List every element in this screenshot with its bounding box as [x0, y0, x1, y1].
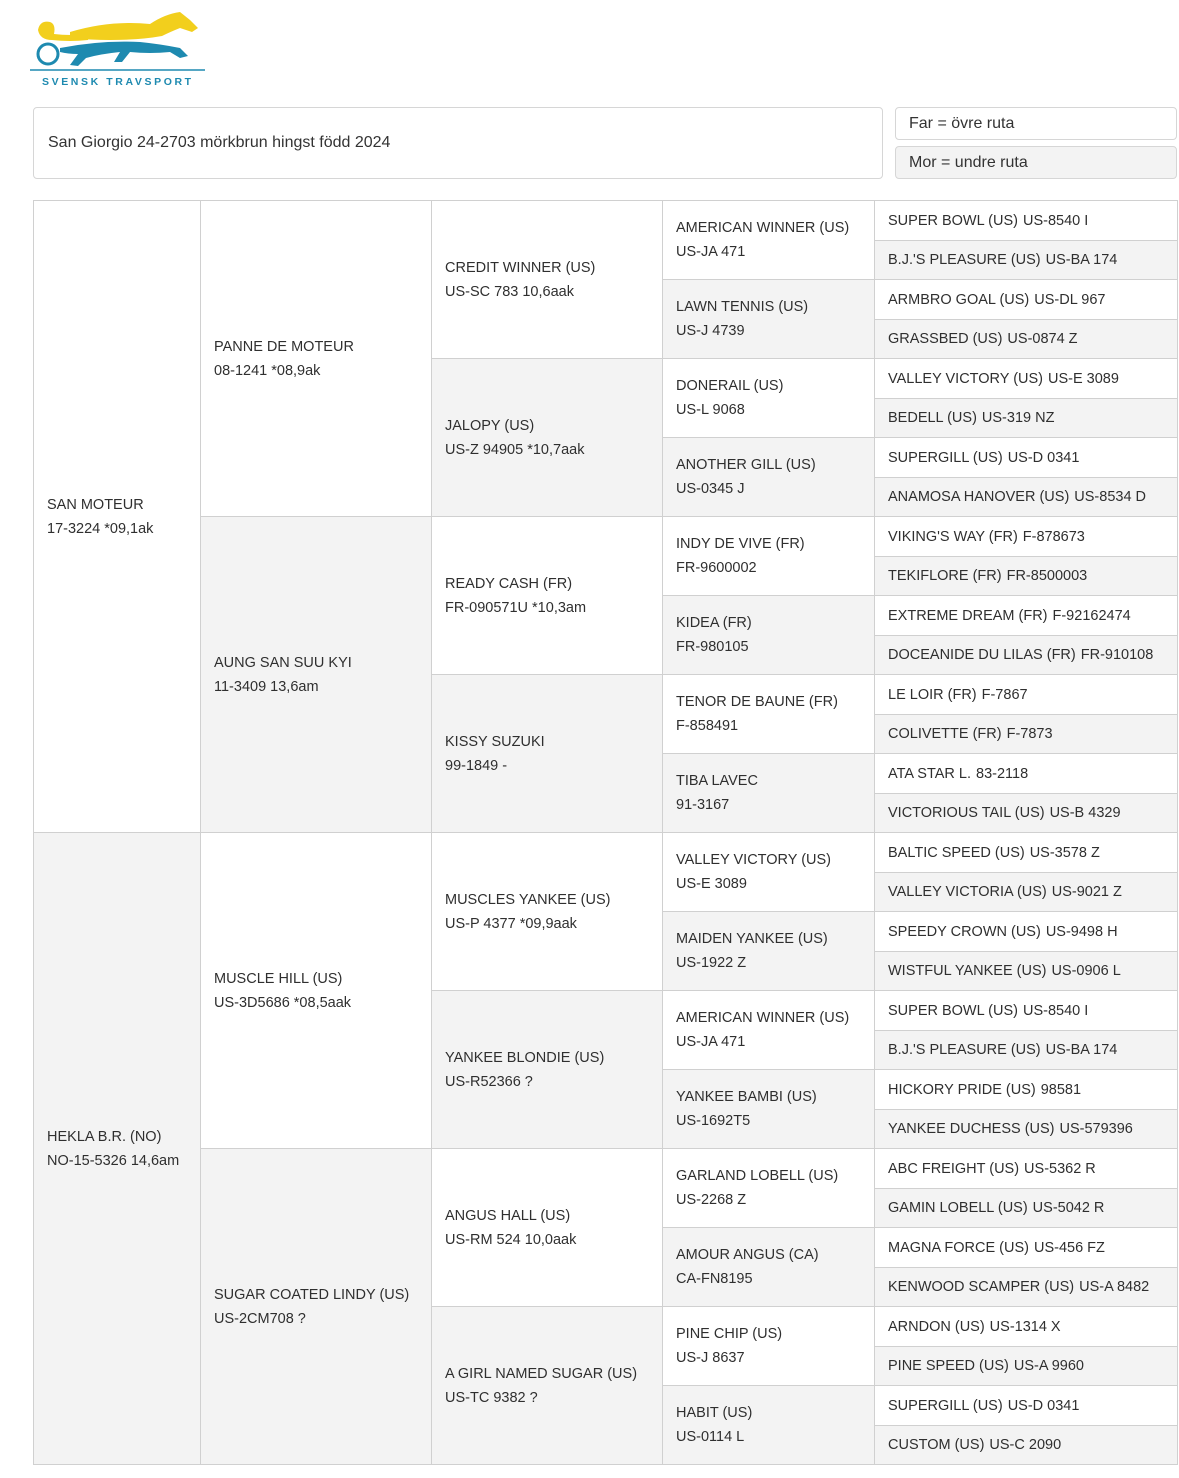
registration-number: 08-1241 *08,9ak — [214, 362, 321, 379]
registration-number: US-3D5686 *08,5aak — [214, 994, 352, 1011]
registration-number: US-BA 174 — [1045, 1042, 1118, 1058]
horse-name[interactable]: AMERICAN WINNER (US) — [676, 220, 850, 236]
horse-name[interactable]: MUSCLES YANKEE (US) — [445, 891, 611, 908]
horse-name[interactable]: ANAMOSA HANOVER (US) — [888, 489, 1070, 505]
registration-number: US-D 0341 — [1007, 449, 1080, 466]
registration-number: 17-3224 *09,1ak — [47, 520, 154, 537]
horse-name[interactable]: SUGAR COATED LINDY (US) — [214, 1286, 410, 1303]
horse-name[interactable]: CREDIT WINNER (US) — [445, 259, 596, 276]
pedigree-cell-gen1[interactable] — [33, 200, 201, 833]
horse-name[interactable]: KENWOOD SCAMPER (US) — [888, 1279, 1075, 1295]
horse-name[interactable]: ARMBRO GOAL (US) — [888, 291, 1030, 308]
registration-number: US-Z 94905 *10,7aak — [445, 441, 585, 458]
horse-name[interactable]: SUPERGILL (US) — [888, 1397, 1003, 1414]
horse-name[interactable]: SUPER BOWL (US) — [888, 212, 1018, 229]
registration-number: US-A 9960 — [1013, 1358, 1084, 1374]
pedigree-cell-gen5[interactable] — [874, 951, 1178, 991]
pedigree-cell-gen3[interactable] — [431, 358, 663, 517]
horse-name[interactable]: VALLEY VICTORY (US) — [676, 852, 831, 868]
registration-number: US-579396 — [1059, 1121, 1133, 1137]
horse-name[interactable]: AUNG SAN SUU KYI — [214, 654, 352, 671]
pedigree-cell-gen5[interactable] — [874, 793, 1178, 833]
pedigree-cell-gen4[interactable] — [662, 1385, 875, 1465]
pedigree-cell-gen5[interactable] — [874, 437, 1178, 478]
horse-name[interactable]: GARLAND LOBELL (US) — [676, 1168, 839, 1184]
pedigree-cell-gen5[interactable] — [874, 911, 1178, 952]
horse-name[interactable]: TIBA LAVEC — [676, 773, 758, 789]
horse-name[interactable]: MAGNA FORCE (US) — [888, 1239, 1029, 1256]
registration-number: US-8534 D — [1074, 489, 1147, 505]
horse-name[interactable]: VALLEY VICTORY (US) — [888, 370, 1043, 387]
horse-name[interactable]: HEKLA B.R. (NO) — [47, 1128, 162, 1145]
horse-name[interactable]: LE LOIR (FR) — [888, 686, 977, 703]
horse-name[interactable]: YANKEE DUCHESS (US) — [888, 1121, 1055, 1137]
horse-name[interactable]: BEDELL (US) — [888, 410, 977, 426]
registration-number: CA-FN8195 — [676, 1271, 753, 1287]
horse-name[interactable]: ANOTHER GILL (US) — [676, 457, 816, 473]
pedigree-cell-gen3[interactable] — [431, 990, 663, 1149]
legend-sire: Far = övre ruta — [895, 107, 1177, 140]
registration-number: US-JA 471 — [676, 1034, 746, 1050]
pedigree-cell-gen5[interactable] — [874, 595, 1178, 636]
horse-name[interactable]: ARNDON (US) — [888, 1318, 985, 1335]
horse-name[interactable]: SPEEDY CROWN (US) — [888, 923, 1041, 940]
horse-name[interactable]: JALOPY (US) — [445, 417, 535, 434]
pedigree-cell-gen2[interactable] — [200, 200, 432, 517]
horse-name[interactable]: AMOUR ANGUS (CA) — [676, 1247, 819, 1263]
registration-number: US-1692T5 — [676, 1113, 751, 1129]
logo-wordmark: SVENSK TRAVSPORT — [42, 76, 194, 88]
pedigree-cell-gen4[interactable] — [662, 595, 875, 675]
registration-number: US-319 NZ — [981, 410, 1055, 426]
pedigree-cell-gen1[interactable] — [33, 832, 201, 1465]
horse-name[interactable]: YANKEE BAMBI (US) — [676, 1089, 817, 1105]
pedigree-cell-gen4[interactable] — [662, 516, 875, 596]
registration-number: 11-3409 13,6am — [214, 678, 319, 695]
registration-number: FR-910108 — [1080, 647, 1154, 663]
horse-name[interactable]: TENOR DE BAUNE (FR) — [676, 694, 838, 710]
pedigree-cell-gen5[interactable] — [874, 358, 1178, 399]
horse-name[interactable]: AMERICAN WINNER (US) — [676, 1010, 850, 1026]
registration-number: US-3578 Z — [1029, 844, 1100, 861]
horse-name[interactable]: SAN MOTEUR — [47, 496, 144, 513]
registration-number: US-E 3089 — [676, 876, 747, 892]
pedigree-cell-gen5[interactable] — [874, 1148, 1178, 1189]
registration-number: 98581 — [1040, 1081, 1082, 1098]
registration-number: FR-980105 — [676, 639, 749, 655]
registration-number: US-5042 R — [1032, 1200, 1105, 1216]
horse-name[interactable]: PINE CHIP (US) — [676, 1326, 783, 1342]
registration-number: F-858491 — [676, 718, 739, 734]
registration-number: US-0906 L — [1051, 963, 1121, 979]
registration-number: US-P 4377 *09,9aak — [445, 915, 577, 932]
registration-number: US-J 8637 — [676, 1350, 745, 1366]
registration-number: US-2CM708 ? — [214, 1310, 306, 1327]
horse-name[interactable]: KISSY SUZUKI — [445, 733, 545, 750]
pedigree-cell-gen4[interactable] — [662, 753, 875, 833]
registration-number: F-92162474 — [1052, 607, 1131, 624]
pedigree-cell-gen3[interactable] — [431, 674, 663, 833]
pedigree-cell-gen5[interactable] — [874, 556, 1178, 596]
pedigree-cell-gen2[interactable] — [200, 1148, 432, 1465]
svensk-travsport-logo[interactable] — [30, 10, 210, 90]
pedigree-cell-gen3[interactable] — [431, 1148, 663, 1307]
pedigree-cell-gen5[interactable] — [874, 753, 1178, 794]
pedigree-cell-gen2[interactable] — [200, 516, 432, 833]
horse-name[interactable]: READY CASH (FR) — [445, 575, 573, 592]
registration-number: US-TC 9382 ? — [445, 1389, 538, 1406]
pedigree-cell-gen5[interactable] — [874, 714, 1178, 754]
horse-name[interactable]: GRASSBED (US) — [888, 331, 1003, 347]
pedigree-cell-gen3[interactable] — [431, 832, 663, 991]
pedigree-cell-gen4[interactable] — [662, 990, 875, 1070]
registration-number: F-878673 — [1022, 528, 1085, 545]
registration-number: US-9498 H — [1045, 923, 1118, 940]
pedigree-cell-gen4[interactable] — [662, 1306, 875, 1386]
pedigree-cell-gen5[interactable] — [874, 477, 1178, 517]
horse-name[interactable]: MUSCLE HILL (US) — [214, 970, 343, 987]
horse-name[interactable]: INDY DE VIVE (FR) — [676, 536, 805, 552]
registration-number: 91-3167 — [676, 797, 730, 813]
registration-number: US-0874 Z — [1007, 331, 1078, 347]
registration-number: US-9021 Z — [1051, 884, 1122, 900]
pedigree-cell-gen5[interactable] — [874, 674, 1178, 715]
pedigree-cell-gen5[interactable] — [874, 200, 1178, 241]
registration-number: F-7867 — [981, 686, 1028, 703]
pedigree-cell-gen5[interactable] — [874, 1069, 1178, 1110]
pedigree-cell-gen5[interactable] — [874, 516, 1178, 557]
registration-number: 83-2118 — [976, 765, 1029, 782]
registration-number: US-E 3089 — [1048, 370, 1119, 387]
trotter-horse-icon — [30, 10, 210, 76]
pedigree-cell-gen5[interactable] — [874, 832, 1178, 873]
pedigree-cell-gen5[interactable] — [874, 1109, 1178, 1149]
pedigree-cell-gen4[interactable] — [662, 1227, 875, 1307]
registration-number: 99-1849 - — [445, 757, 508, 774]
pedigree-cell-gen5[interactable] — [874, 1030, 1178, 1070]
horse-name[interactable]: PANNE DE MOTEUR — [214, 338, 354, 355]
horse-title: San Giorgio 24-2703 mörkbrun hingst född 2024 — [33, 107, 883, 179]
horse-name[interactable]: LAWN TENNIS (US) — [676, 299, 809, 315]
horse-name[interactable]: PINE SPEED (US) — [888, 1358, 1009, 1374]
pedigree-cell-gen5[interactable] — [874, 1227, 1178, 1268]
registration-number: US-JA 471 — [676, 244, 746, 260]
pedigree-cell-gen5[interactable] — [874, 279, 1178, 320]
horse-name[interactable]: SUPERGILL (US) — [888, 449, 1003, 466]
horse-name[interactable]: GAMIN LOBELL (US) — [888, 1200, 1028, 1216]
registration-number: US-DL 967 — [1034, 291, 1106, 308]
registration-number: FR-9600002 — [676, 560, 757, 576]
horse-name[interactable]: EXTREME DREAM (FR) — [888, 607, 1048, 624]
pedigree-cell-gen5[interactable] — [874, 1267, 1178, 1307]
pedigree-cell-gen4[interactable] — [662, 1148, 875, 1228]
registration-number: US-1922 Z — [676, 955, 747, 971]
horse-name[interactable]: HABIT (US) — [676, 1405, 753, 1421]
pedigree-cell-gen4[interactable] — [662, 200, 875, 280]
registration-number: US-5362 R — [1024, 1160, 1096, 1177]
registration-number: FR-8500003 — [1006, 568, 1088, 584]
horse-name[interactable]: B.J.'S PLEASURE (US) — [888, 1042, 1041, 1058]
pedigree-cell-gen5[interactable] — [874, 1346, 1178, 1386]
horse-name[interactable]: HICKORY PRIDE (US) — [888, 1081, 1036, 1098]
pedigree-cell-gen4[interactable] — [662, 832, 875, 912]
registration-number: US-R52366 ? — [445, 1073, 533, 1090]
pedigree-cell-gen4[interactable] — [662, 911, 875, 991]
pedigree-cell-gen3[interactable] — [431, 516, 663, 675]
registration-number: US-L 9068 — [676, 402, 745, 418]
pedigree-cell-gen5[interactable] — [874, 872, 1178, 912]
registration-number: US-J 4739 — [676, 323, 745, 339]
legend-dam: Mor = undre ruta — [895, 146, 1177, 179]
pedigree-cell-gen5[interactable] — [874, 1188, 1178, 1228]
horse-name[interactable]: ATA STAR L. — [888, 765, 971, 782]
horse-name[interactable]: KIDEA (FR) — [676, 615, 752, 631]
horse-name[interactable]: MAIDEN YANKEE (US) — [676, 931, 828, 947]
registration-number: US-A 8482 — [1079, 1279, 1150, 1295]
registration-number: NO-15-5326 14,6am — [47, 1152, 180, 1169]
registration-number: US-2268 Z — [676, 1192, 747, 1208]
pedigree-cell-gen3[interactable] — [431, 1306, 663, 1465]
pedigree-cell-gen5[interactable] — [874, 1385, 1178, 1426]
horse-name[interactable]: ABC FREIGHT (US) — [888, 1160, 1020, 1177]
pedigree-cell-gen4[interactable] — [662, 437, 875, 517]
horse-name[interactable]: SUPER BOWL (US) — [888, 1002, 1018, 1019]
horse-name[interactable]: A GIRL NAMED SUGAR (US) — [445, 1365, 638, 1382]
pedigree-cell-gen5[interactable] — [874, 990, 1178, 1031]
pedigree-cell-gen4[interactable] — [662, 358, 875, 438]
pedigree-cell-gen3[interactable] — [431, 200, 663, 359]
horse-name[interactable]: WISTFUL YANKEE (US) — [888, 963, 1047, 979]
horse-name[interactable]: BALTIC SPEED (US) — [888, 844, 1025, 861]
registration-number: US-BA 174 — [1045, 252, 1118, 268]
horse-name[interactable]: TEKIFLORE (FR) — [888, 568, 1002, 584]
horse-name[interactable]: DOCEANIDE DU LILAS (FR) — [888, 647, 1076, 663]
horse-name[interactable]: VIKING'S WAY (FR) — [888, 528, 1018, 545]
horse-name[interactable]: B.J.'S PLEASURE (US) — [888, 252, 1041, 268]
horse-name[interactable]: VALLEY VICTORIA (US) — [888, 884, 1047, 900]
horse-name[interactable]: COLIVETTE (FR) — [888, 726, 1002, 742]
pedigree-cell-gen4[interactable] — [662, 1069, 875, 1149]
horse-name[interactable]: DONERAIL (US) — [676, 378, 784, 394]
pedigree-cell-gen5[interactable] — [874, 1306, 1178, 1347]
registration-number: US-C 2090 — [989, 1437, 1062, 1453]
registration-number: US-0345 J — [676, 481, 745, 497]
horse-name[interactable]: ANGUS HALL (US) — [445, 1207, 571, 1224]
pedigree-cell-gen5[interactable] — [874, 398, 1178, 438]
pedigree-cell-gen4[interactable] — [662, 674, 875, 754]
registration-number: FR-090571U *10,3am — [445, 599, 587, 616]
pedigree-cell-gen5[interactable] — [874, 1425, 1178, 1465]
registration-number: US-456 FZ — [1033, 1239, 1105, 1256]
registration-number: US-8540 I — [1022, 212, 1089, 229]
pedigree-cell-gen5[interactable] — [874, 635, 1178, 675]
horse-name[interactable]: YANKEE BLONDIE (US) — [445, 1049, 605, 1066]
registration-number: US-D 0341 — [1007, 1397, 1080, 1414]
registration-number: US-0114 L — [676, 1429, 745, 1445]
pedigree-cell-gen4[interactable] — [662, 279, 875, 359]
pedigree-cell-gen5[interactable] — [874, 240, 1178, 280]
pedigree-cell-gen5[interactable] — [874, 319, 1178, 359]
horse-name[interactable]: VICTORIOUS TAIL (US) — [888, 805, 1045, 821]
registration-number: US-1314 X — [989, 1318, 1061, 1335]
registration-number: F-7873 — [1006, 726, 1053, 742]
registration-number: US-8540 I — [1022, 1002, 1089, 1019]
pedigree-cell-gen2[interactable] — [200, 832, 432, 1149]
horse-name[interactable]: CUSTOM (US) — [888, 1437, 985, 1453]
registration-number: US-RM 524 10,0aak — [445, 1231, 577, 1248]
registration-number: US-B 4329 — [1049, 805, 1121, 821]
registration-number: US-SC 783 10,6aak — [445, 283, 574, 300]
